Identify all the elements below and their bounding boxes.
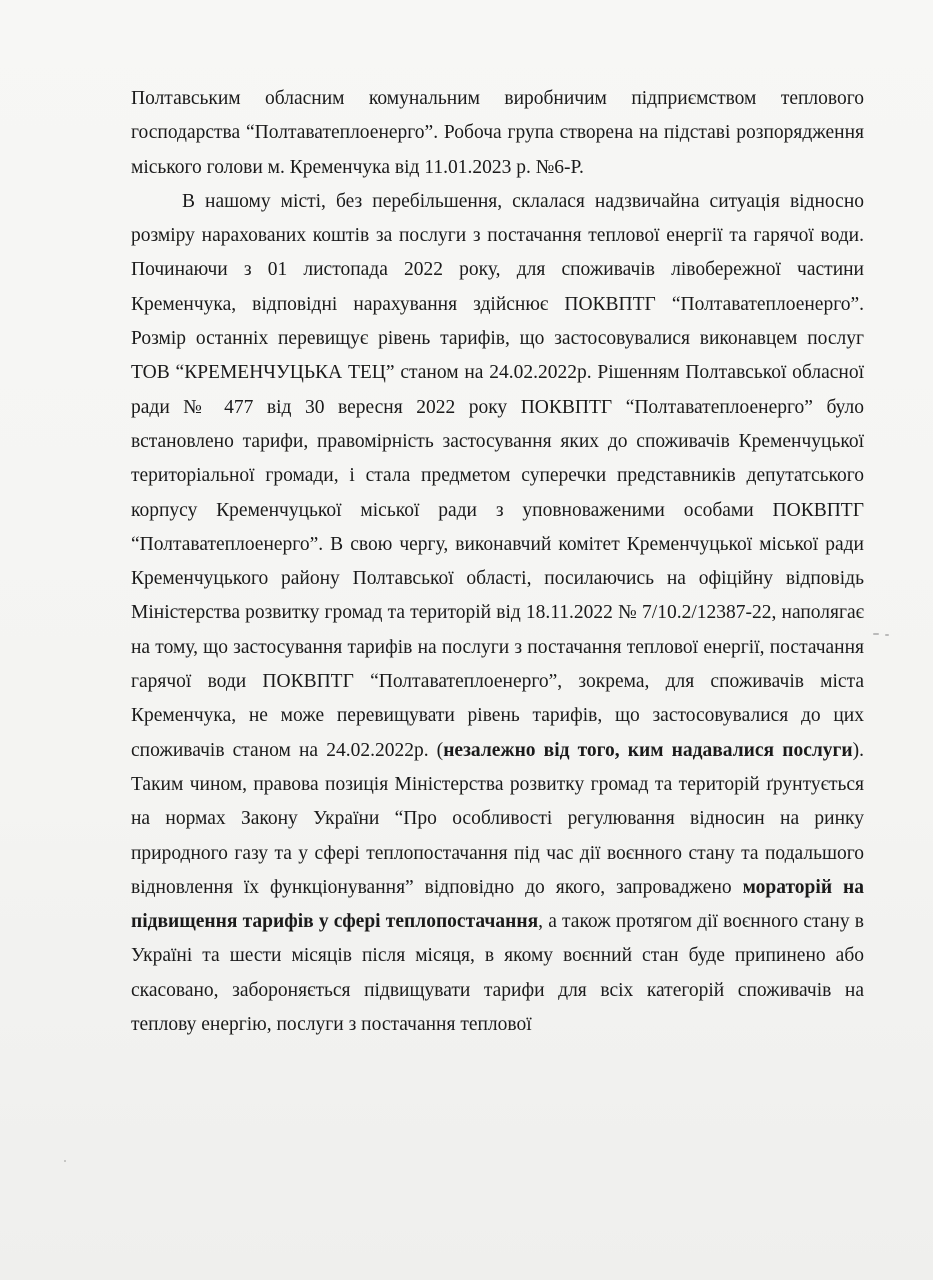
bold-phrase-services: незалежно від того, ким надавалися послуги <box>443 739 853 761</box>
paragraph-main-part-1: В нашому місті, без перебільшення, склалася надзвичайна ситуація відносно розміру нарахованих коштів за послуги з постачання теплової енергії та гарячої води. Починаючи з 01 листопада 2022 року, для споживачів лівобережної частини Кременчука, відповідні нарахування здійснює ПОКВПТГ “Полтаватеплоенерго”. Розмір останніх перевищує рівень тарифів, що застосовувалися виконавцем послуг ТОВ “КРЕМЕНЧУЦЬКА ТЕЦ” станом на 24.02.2022р. Рішенням Полтавської обласної ради № 477 від 30 вересня 2022 року ПОКВПТГ “Полтаватеплоенерго” було встановлено тарифи, правомірність застосування яких до споживачів Кременчуцької територіальної громади, і стала предметом суперечки представників депутатського корпусу Кременчуцької міської ради з уповноваженими особами ПОКВПТГ “Полтаватеплоенерго”. В свою чергу, виконавчий комітет Кременчуцької міської ради Кременчуцького району Полтавської області, посилаючись на офіційну відповідь Міністерства розвитку громад та територій від 18.11.2022 № 7/10.2/12387-22, наполягає на тому, що застосування тарифів на послуги з постачання теплової енергії, постачання гарячої води ПОКВПТГ “Полтаватеплоенерго”, зокрема, для споживачів міста Кременчука, не може перевищувати рівень тарифів, що застосовувалися до цих споживачів станом на 24.02.2022р. ( <box>131 190 864 761</box>
paragraph-main-part-3: , а також протягом дії воєнного стану в Україні та шести місяців після місяця, в якому воєнний стан буде припинено або скасовано, забороняється підвищувати тарифи для всіх категорій споживачів на теплову енергію, послуги з постачання теплової <box>131 911 864 1036</box>
scan-speck <box>64 1160 66 1162</box>
paragraph-intro: Полтавським обласним комунальним виробничим підприємством теплового господарства “Полтаватеплоенерго”. Робоча група створена на підставі розпорядження міського голови м. Кременчука від 11.01.2023 р. №6-Р. <box>131 88 864 178</box>
bold-phrase-moratorium: мораторій на підвищення тарифів у сфері теплопостачання <box>131 876 865 933</box>
scan-speck <box>885 634 889 636</box>
document-body <box>131 82 864 1042</box>
paragraph-main-part-2: ). Таким чином, правова позиція Міністерства розвитку громад та територій ґрунтується на нормах Закону України “Про особливості регулювання відносин на ринку природного газу та у сфері теплопостачання під час дії воєнного стану та подальшого відновлення їх функціонування” відповідно до якого, запроваджено <box>131 739 865 898</box>
scan-speck <box>873 633 879 635</box>
paragraph-main <box>131 185 864 1042</box>
